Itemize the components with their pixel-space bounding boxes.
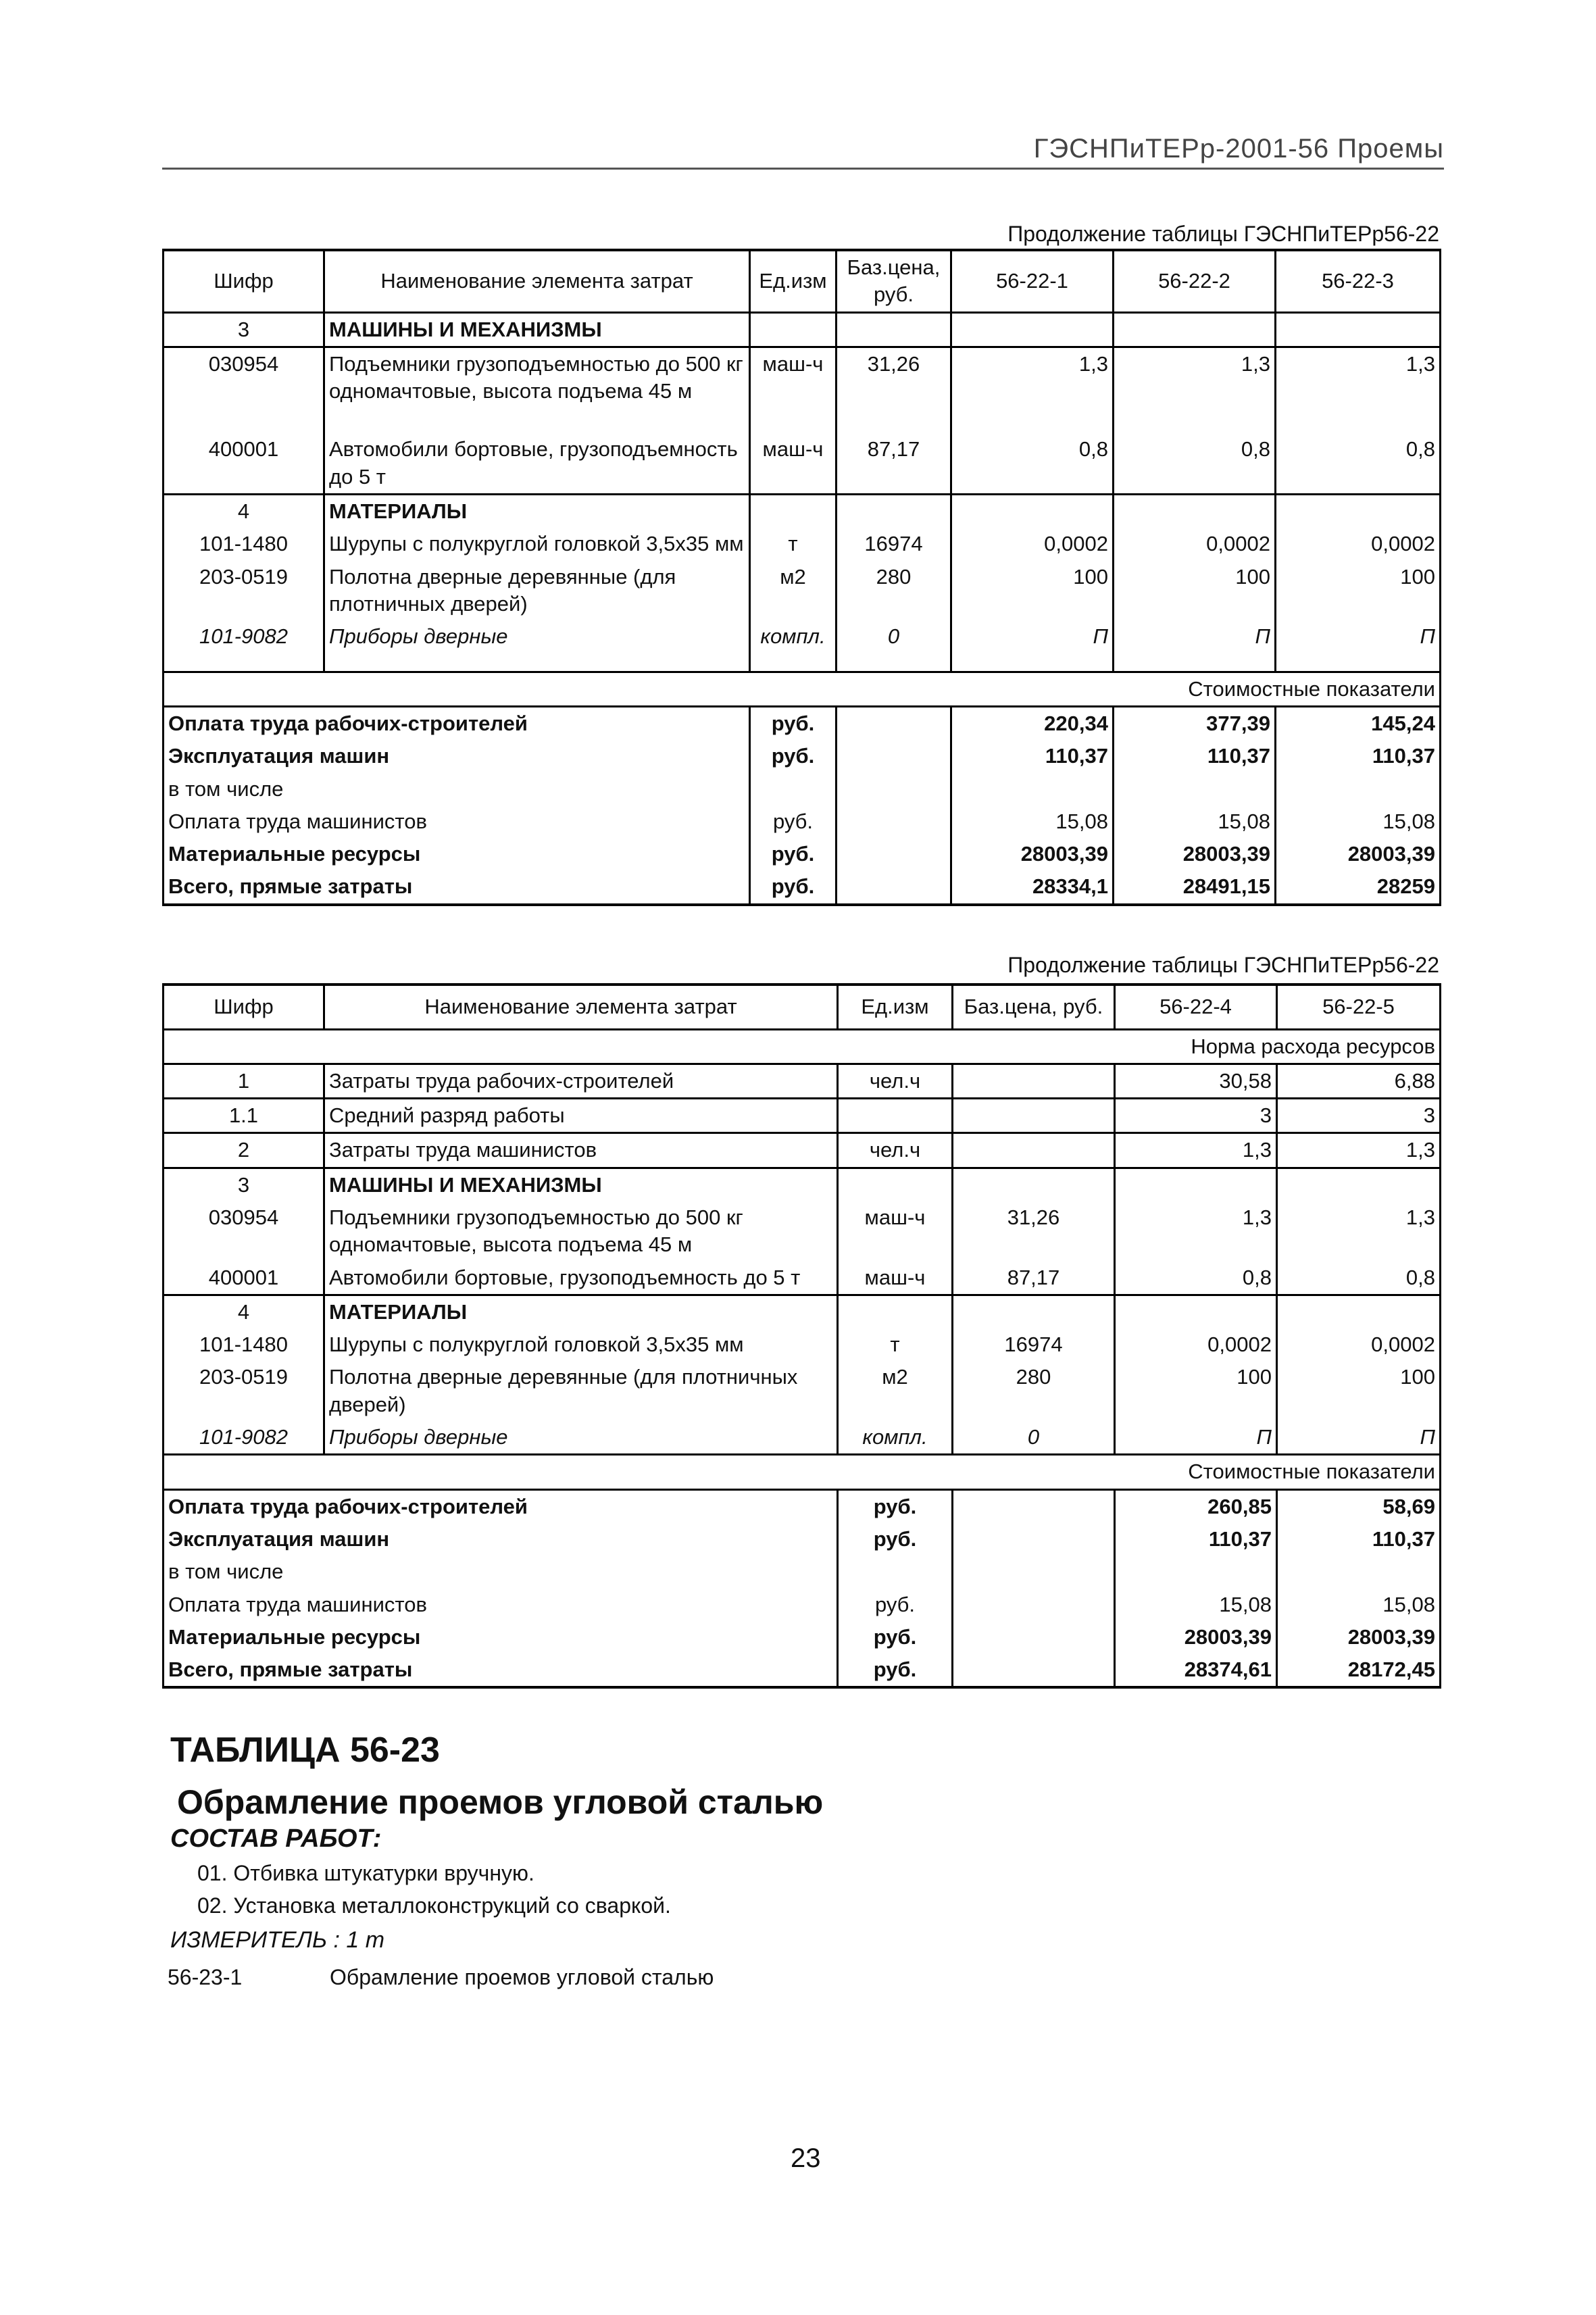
cost-value: 28259 <box>1276 870 1441 904</box>
cost-row <box>164 706 1441 740</box>
cost-value: 58,69 <box>1277 1489 1441 1523</box>
cost-unit: руб. <box>838 1653 953 1687</box>
cell-value: 6,88 <box>1277 1064 1441 1098</box>
cost-label: Оплата труда рабочих-строителей <box>164 1489 838 1523</box>
cell-code: 1.1 <box>164 1099 324 1133</box>
cell-value: 0,8 <box>951 433 1114 494</box>
col-header: Баз.цена, руб. <box>953 985 1115 1029</box>
table-row <box>164 1262 1441 1295</box>
cost-value: 28003,39 <box>1277 1621 1441 1653</box>
cell-name: Подъемники грузоподъемностью до 500 кг одномачтовые, высота подъема 45 м <box>324 347 750 433</box>
cell-code: 203-0519 <box>164 1361 324 1421</box>
table-row <box>164 347 1441 433</box>
table-row <box>164 1328 1441 1361</box>
cost-label: Эксплуатация машин <box>164 740 750 772</box>
col-header: Наименование элемента затрат <box>324 250 750 312</box>
table1-continuation: Продолжение таблицы ГЭСНПиТЕРр56-22 <box>1007 222 1439 246</box>
work-item: 01. Отбивка штукатурки вручную. <box>197 1861 534 1885</box>
cost-row <box>164 740 1441 772</box>
table-row <box>164 1295 1441 1328</box>
work-item: 02. Установка металлоконструкций со сваркой. <box>197 1893 671 1918</box>
cell-price: 16974 <box>953 1328 1115 1361</box>
cell-name: Автомобили бортовые, грузоподъемность до 5 т <box>324 1262 838 1295</box>
col-header: Шифр <box>164 985 324 1029</box>
cell-code: 101-1480 <box>164 528 324 560</box>
col-header: Ед.изм <box>750 250 837 312</box>
cost-value: 15,08 <box>1114 805 1276 838</box>
col-header: 56-22-4 <box>1115 985 1277 1029</box>
cell-name: Шурупы с полукруглой головкой 3,5х35 мм <box>324 1328 838 1361</box>
cell-name: Полотна дверные деревянные (для плотничных дверей) <box>324 1361 838 1421</box>
cell-unit: чел.ч <box>838 1133 953 1168</box>
table-row <box>164 1361 1441 1421</box>
cost-value: 110,37 <box>951 740 1114 772</box>
cost-value: 15,08 <box>951 805 1114 838</box>
cost-row <box>164 1523 1441 1555</box>
running-title: ГЭСНПиТЕРр-2001-56 Проемы <box>1033 134 1444 164</box>
cell-value: П <box>1277 1421 1441 1455</box>
cost-value: 28003,39 <box>951 838 1114 870</box>
cost-unit: руб. <box>750 740 837 772</box>
section-label: Норма расхода ресурсов <box>164 1029 1441 1064</box>
cost-row <box>164 838 1441 870</box>
cell-value: П <box>1276 620 1441 672</box>
cost-row <box>164 1621 1441 1653</box>
cell-code: 4 <box>164 1295 324 1328</box>
cell-value: 30,58 <box>1115 1064 1277 1098</box>
cost-row <box>164 1589 1441 1621</box>
cost-label: Оплата труда машинистов <box>164 805 750 838</box>
cost-row <box>164 773 1441 805</box>
table-row <box>164 561 1441 621</box>
cost-label: Материальные ресурсы <box>164 1621 838 1653</box>
cell-unit: маш-ч <box>838 1201 953 1262</box>
table2-continuation: Продолжение таблицы ГЭСНПиТЕРр56-22 <box>1007 953 1439 977</box>
cell-code: 400001 <box>164 433 324 494</box>
cost-unit: руб. <box>750 838 837 870</box>
cost-label: в том числе <box>164 773 750 805</box>
table1-header-row <box>164 250 1441 312</box>
cell-value: 100 <box>1115 1361 1277 1421</box>
cell-value: 1,3 <box>1114 347 1276 433</box>
col-header: Баз.цена, руб. <box>837 250 951 312</box>
cell-value: 1,3 <box>1115 1133 1277 1168</box>
cost-label: Всего, прямые затраты <box>164 870 750 904</box>
cost-value: 15,08 <box>1277 1589 1441 1621</box>
cell-unit: м2 <box>838 1361 953 1421</box>
cost-value: 28374,61 <box>1115 1653 1277 1687</box>
cell-unit: маш-ч <box>838 1262 953 1295</box>
col-header: 56-22-2 <box>1114 250 1276 312</box>
cell-value: 100 <box>951 561 1114 621</box>
cost-label: Оплата труда рабочих-строителей <box>164 706 750 740</box>
cell-value: 0,8 <box>1114 433 1276 494</box>
cost-row <box>164 805 1441 838</box>
table1 <box>162 249 1441 906</box>
cost-value: 260,85 <box>1115 1489 1277 1523</box>
cell-code: 101-9082 <box>164 1421 324 1455</box>
cost-value: 15,08 <box>1276 805 1441 838</box>
cost-label: Оплата труда машинистов <box>164 1589 838 1621</box>
table-row <box>164 620 1441 672</box>
table-row <box>164 1201 1441 1262</box>
table-row <box>164 312 1441 347</box>
cell-name: Автомобили бортовые, грузоподъемность до 5 т <box>324 433 750 494</box>
izmeritel: ИЗМЕРИТЕЛЬ : 1 т <box>170 1927 385 1953</box>
cell-code: 101-1480 <box>164 1328 324 1361</box>
cell-code: 4 <box>164 494 324 528</box>
cost-unit: руб. <box>838 1621 953 1653</box>
cell-value: 0,0002 <box>1115 1328 1277 1361</box>
cell-value: 100 <box>1114 561 1276 621</box>
cell-unit: т <box>838 1328 953 1361</box>
cell-name: Подъемники грузоподъемностью до 500 кг одномачтовые, высота подъема 45 м <box>324 1201 838 1262</box>
cell-code: 1 <box>164 1064 324 1098</box>
table-row <box>164 1133 1441 1168</box>
cell-unit: т <box>750 528 837 560</box>
cost-value: 28334,1 <box>951 870 1114 904</box>
cost-value: 28172,45 <box>1277 1653 1441 1687</box>
table-row <box>164 1168 1441 1201</box>
cell-unit: маш-ч <box>750 347 837 433</box>
cell-value: 1,3 <box>1277 1201 1441 1262</box>
cell-price: 280 <box>953 1361 1115 1421</box>
col-header: 56-22-1 <box>951 250 1114 312</box>
header-rule <box>162 168 1444 170</box>
cell-code: 2 <box>164 1133 324 1168</box>
col-header: 56-22-5 <box>1277 985 1441 1029</box>
col-header: 56-22-3 <box>1276 250 1441 312</box>
cost-unit: руб. <box>838 1523 953 1555</box>
table23-title: ТАБЛИЦА 56-23 <box>170 1731 440 1770</box>
cell-value: 1,3 <box>1276 347 1441 433</box>
table-row <box>164 433 1441 494</box>
cost-label: Материальные ресурсы <box>164 838 750 870</box>
cost-unit: руб. <box>750 805 837 838</box>
cost-row <box>164 1653 1441 1687</box>
cell-value: 1,3 <box>1115 1201 1277 1262</box>
cell-name: МАШИНЫ И МЕХАНИЗМЫ <box>324 312 750 347</box>
cost-label: в том числе <box>164 1555 838 1588</box>
table-row <box>164 1099 1441 1133</box>
cell-value: 0,0002 <box>1276 528 1441 560</box>
cost-value: 110,37 <box>1277 1523 1441 1555</box>
cell-value: 1,3 <box>1277 1133 1441 1168</box>
cell-name: МАТЕРИАЛЫ <box>324 494 750 528</box>
cost-label: Эксплуатация машин <box>164 1523 838 1555</box>
cell-code: 101-9082 <box>164 620 324 672</box>
cell-name: Затраты труда рабочих-строителей <box>324 1064 838 1098</box>
cost-unit: руб. <box>838 1589 953 1621</box>
cell-unit: маш-ч <box>750 433 837 494</box>
cell-price: 0 <box>837 620 951 672</box>
cell-unit: м2 <box>750 561 837 621</box>
col-header: Ед.изм <box>838 985 953 1029</box>
page-number: 23 <box>791 2143 821 2173</box>
cell-name: Средний разряд работы <box>324 1099 838 1133</box>
col-header: Наименование элемента затрат <box>324 985 838 1029</box>
section-row <box>164 1029 1441 1064</box>
cell-name: МАТЕРИАЛЫ <box>324 1295 838 1328</box>
cost-row <box>164 1489 1441 1523</box>
cell-value: 1,3 <box>951 347 1114 433</box>
section-label: Стоимостные показатели <box>164 1455 1441 1489</box>
cost-label: Всего, прямые затраты <box>164 1653 838 1687</box>
cost-value: 15,08 <box>1115 1589 1277 1621</box>
cell-code: 030954 <box>164 347 324 433</box>
cost-unit: руб. <box>750 706 837 740</box>
col-header: Шифр <box>164 250 324 312</box>
cell-price: 87,17 <box>953 1262 1115 1295</box>
cell-value: 100 <box>1276 561 1441 621</box>
cost-value: 110,37 <box>1114 740 1276 772</box>
cell-price: 16974 <box>837 528 951 560</box>
section-label: Стоимостные показатели <box>164 672 1441 706</box>
cell-value: 3 <box>1277 1099 1441 1133</box>
cost-value: 28491,15 <box>1114 870 1276 904</box>
table2-header-row <box>164 985 1441 1029</box>
table2 <box>162 983 1441 1689</box>
cost-value: 28003,39 <box>1115 1621 1277 1653</box>
section-row <box>164 1455 1441 1489</box>
cost-value: 377,39 <box>1114 706 1276 740</box>
cost-value: 110,37 <box>1276 740 1441 772</box>
cell-value: П <box>1114 620 1276 672</box>
cell-unit: компл. <box>750 620 837 672</box>
cost-value: 110,37 <box>1115 1523 1277 1555</box>
cell-unit: компл. <box>838 1421 953 1455</box>
cell-name: Приборы дверные <box>324 1421 838 1455</box>
cell-value: 0,8 <box>1277 1262 1441 1295</box>
cell-code: 203-0519 <box>164 561 324 621</box>
cost-unit: руб. <box>838 1489 953 1523</box>
cell-price: 31,26 <box>837 347 951 433</box>
cell-unit: чел.ч <box>838 1064 953 1098</box>
cost-row <box>164 1555 1441 1588</box>
cell-name: Полотна дверные деревянные (для плотничных дверей) <box>324 561 750 621</box>
cell-value: 0,0002 <box>1277 1328 1441 1361</box>
cell-code: 030954 <box>164 1201 324 1262</box>
sostav-rabot-heading: СОСТАВ РАБОТ: <box>170 1824 382 1853</box>
cell-value: 0,0002 <box>951 528 1114 560</box>
item-name: Обрамление проемов угловой сталью <box>330 1965 714 1989</box>
cell-price: 0 <box>953 1421 1115 1455</box>
cell-name: Шурупы с полукруглой головкой 3,5х35 мм <box>324 528 750 560</box>
section-row <box>164 672 1441 706</box>
cell-value: 100 <box>1277 1361 1441 1421</box>
cell-code: 400001 <box>164 1262 324 1295</box>
cost-value: 28003,39 <box>1276 838 1441 870</box>
table23-subtitle: Обрамление проемов угловой сталью <box>177 1783 824 1821</box>
cell-name: Затраты труда машинистов <box>324 1133 838 1168</box>
cell-price: 87,17 <box>837 433 951 494</box>
cell-code: 3 <box>164 1168 324 1201</box>
cell-code: 3 <box>164 312 324 347</box>
cost-unit: руб. <box>750 870 837 904</box>
cell-value: П <box>951 620 1114 672</box>
table-row <box>164 1421 1441 1455</box>
cell-price: 31,26 <box>953 1201 1115 1262</box>
cell-value: 0,8 <box>1115 1262 1277 1295</box>
cell-name: МАШИНЫ И МЕХАНИЗМЫ <box>324 1168 838 1201</box>
table-row <box>164 494 1441 528</box>
cell-value: 0,0002 <box>1114 528 1276 560</box>
cell-name: Приборы дверные <box>324 620 750 672</box>
cell-value: 0,8 <box>1276 433 1441 494</box>
cost-value: 28003,39 <box>1114 838 1276 870</box>
cost-value: 220,34 <box>951 706 1114 740</box>
cell-price: 280 <box>837 561 951 621</box>
cell-value: 3 <box>1115 1099 1277 1133</box>
cost-row <box>164 870 1441 904</box>
table-row <box>164 1064 1441 1098</box>
table-row <box>164 528 1441 560</box>
item-code: 56-23-1 <box>168 1965 243 1989</box>
cell-value: П <box>1115 1421 1277 1455</box>
cost-value: 145,24 <box>1276 706 1441 740</box>
